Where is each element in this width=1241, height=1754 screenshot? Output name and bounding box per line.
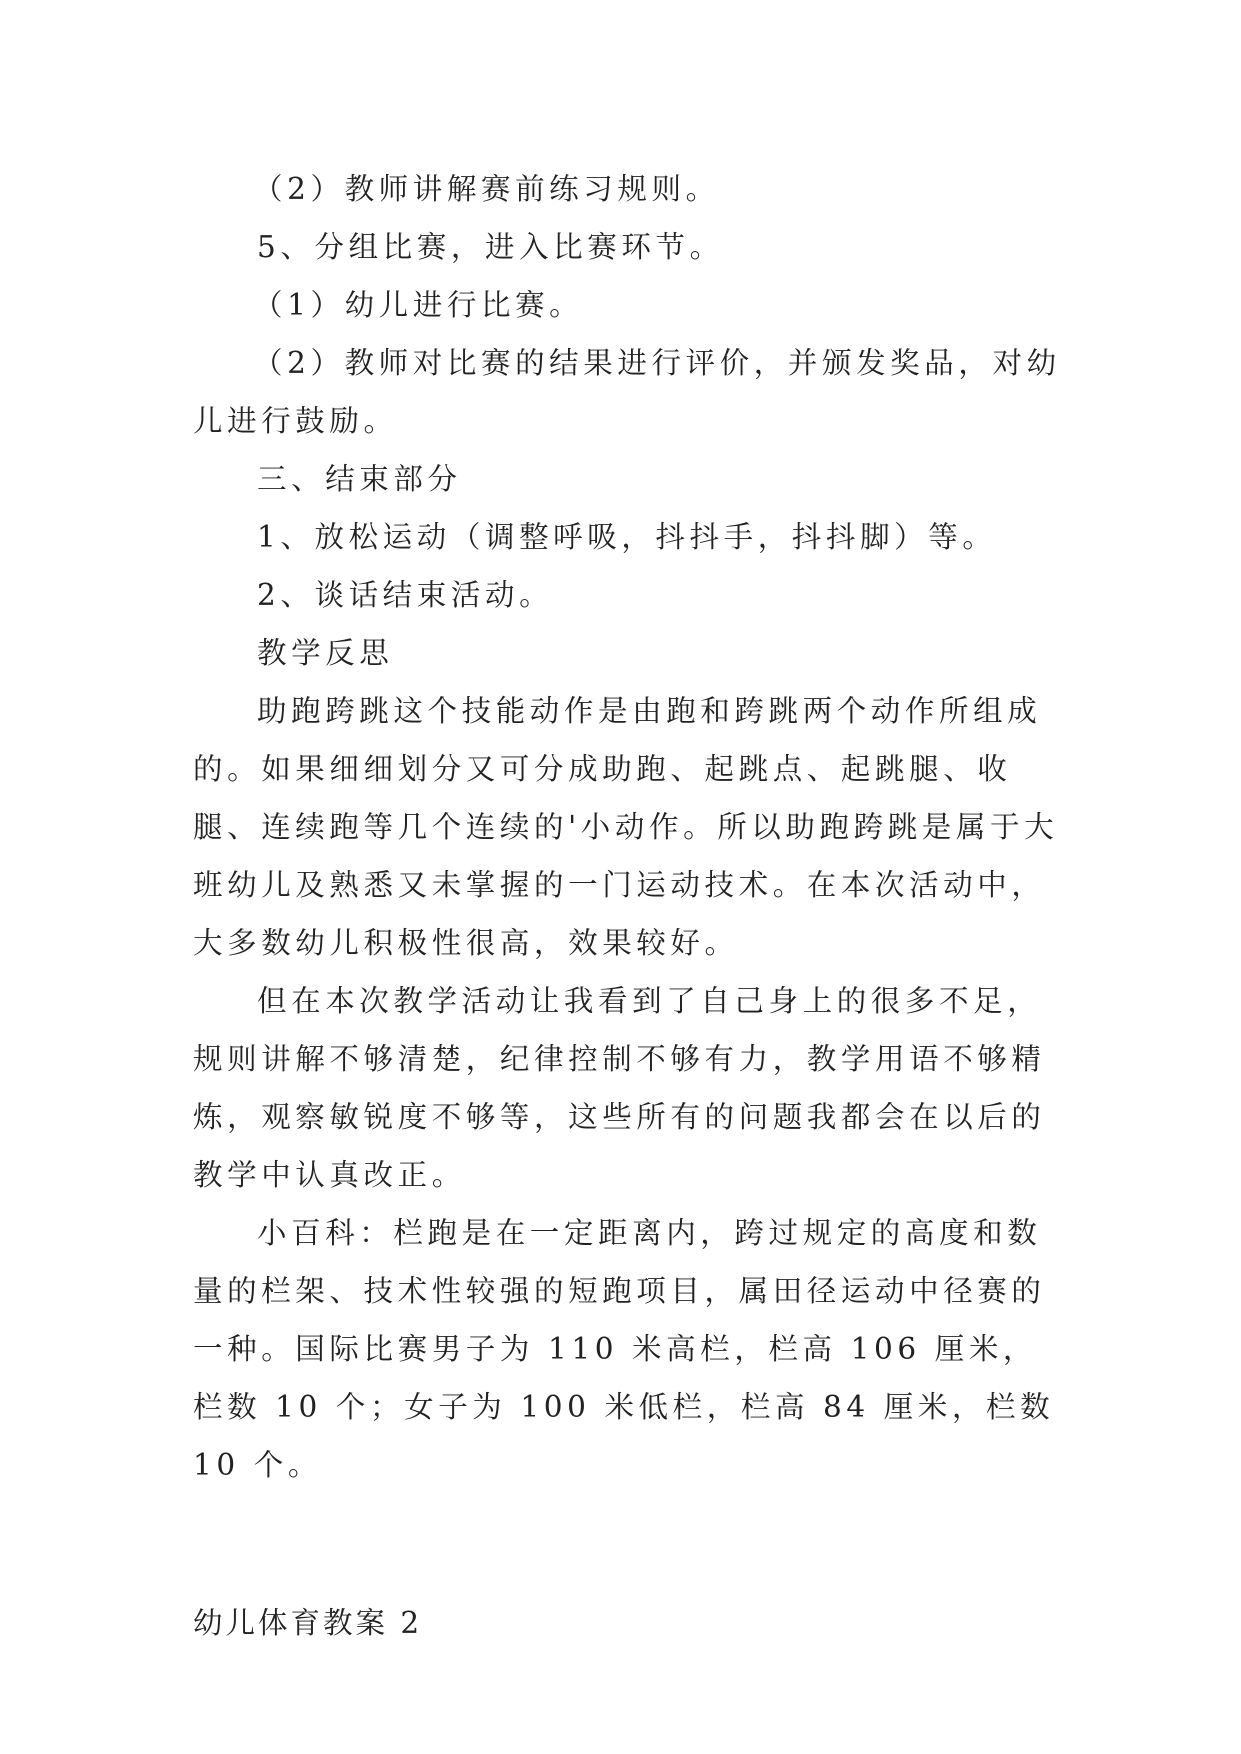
paragraph-encyclopedia: 小百科：栏跑是在一定距离内，跨过规定的高度和数量的栏架、技术性较强的短跑项目，属田径运动中径赛的一种。国际比赛男子为 110 米高栏，栏高 106 厘米，栏数 10 个；女子为 100 米低栏，栏高 84 厘米，栏数 10 个。 bbox=[193, 1216, 1069, 1482]
paragraph-talk-end: 2、谈话结束活动。 bbox=[257, 578, 554, 612]
paragraph-teacher-evaluation: （2）教师对比赛的结果进行评价，并颁发奖品，对幼儿进行鼓励。 bbox=[193, 346, 1061, 438]
paragraph-children-compete: （1）幼儿进行比赛。 bbox=[253, 288, 584, 322]
document-body bbox=[193, 160, 1069, 1652]
paragraph-reflection-1: 助跑跨跳这个技能动作是由跑和跨跳两个动作所组成的。如果细细划分又可分成助跑、起跳点、起跳腿、收腿、连续跑等几个连续的'小动作。所以助跑跨跳是属于大班幼儿及熟悉又未掌握的一门运动技术。在本次活动中，大多数幼儿积极性很高，效果较好。 bbox=[193, 694, 1059, 960]
paragraph-group-competition: 5、分组比赛，进入比赛环节。 bbox=[257, 230, 724, 264]
section-heading-ending: 三、结束部分 bbox=[257, 462, 462, 496]
paragraph-rule-explanation: （2）教师讲解赛前练习规则。 bbox=[253, 172, 720, 206]
paragraph-reflection-2: 但在本次教学活动让我看到了自己身上的很多不足，规则讲解不够清楚，纪律控制不够有力，教学用语不够精炼，观察敏锐度不够等，这些所有的问题我都会在以后的教学中认真改正。 bbox=[193, 984, 1046, 1192]
section-heading-reflection: 教学反思 bbox=[257, 636, 394, 670]
paragraph-relaxation: 1、放松运动（调整呼吸，抖抖手，抖抖脚）等。 bbox=[257, 520, 997, 554]
next-lesson-title: 幼儿体育教案 2 bbox=[193, 1606, 423, 1640]
